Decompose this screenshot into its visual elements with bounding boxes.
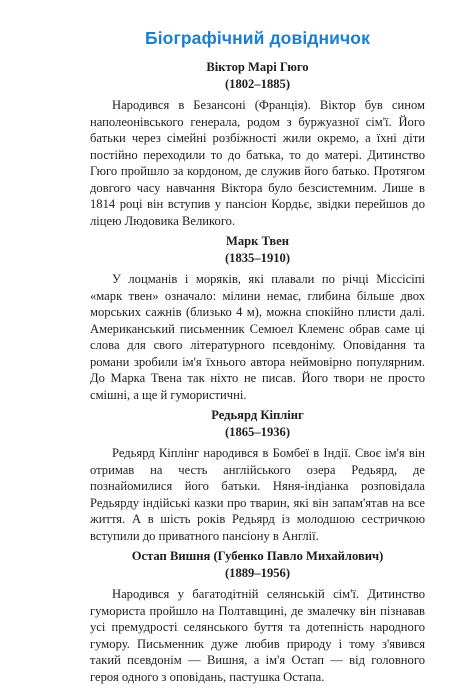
entry-years: (1865–1936) <box>224 425 291 439</box>
entry-text: Редьярд Кіплінг народився в Бомбеї в Індії. Своє ім'я він отримав на честь англійського озера Редьярд, де познайомилися його батьки. Няня-індіанка розповідала Редьярду індійські казки про тварин, які він запам'ятав на все життя. А в шість років Редьярд із молодшою сестричкою вступили до приватного пансіону в Англії. <box>90 446 425 543</box>
entry-name: Остап Вишня (Губенко Павло Михайлович) <box>131 549 384 563</box>
entry-years: (1802–1885) <box>224 77 291 91</box>
entry-name: Редьярд Кіплінг <box>211 408 304 422</box>
entry-hugo <box>90 59 425 229</box>
entry-name: Віктор Марі Гюго <box>206 60 309 74</box>
entry-twain <box>90 233 425 403</box>
entry-years: (1889–1956) <box>224 566 291 580</box>
entry-years: (1835–1910) <box>224 251 291 265</box>
entry-vyshnia <box>90 548 425 685</box>
page <box>90 28 425 689</box>
entry-text: Народився в Безансоні (Франція). Віктор був сином наполеонівського генерала, родом з буржуазної сім'ї. Його батьки через сімейні розбіжності жили окремо, а їхні діти постійно переходили то до батька, то до матері. Дитинство Гюго пройшло за кордоном, де служив його батько. Протягом довгого часу навчання Віктора було безсистемним. Лише в 1814 році він вступив у пансіон Кордьє, звідки перейшов до ліцею Людовика Великого. <box>90 98 425 228</box>
section-title: Біографічний довідничок <box>145 28 370 48</box>
entry-name: Марк Твен <box>225 234 289 248</box>
entry-kipling <box>90 407 425 544</box>
entry-text: У лоцманів і моряків, які плавали по річці Міссісіпі «марк твен» означало: мілини немає, глибина більше двох морських сажнів (близько 4 м), можна спокійно плисти далі. Американський письменник Семюел Клеменс обрав саме ці слова для свого літературного псевдоніму. Оповідання та романи зробили ім'я їхнього автора неймовірно популярним. До Марка Твена так ніхто не писав. Його твори не просто смішні, а ще й гумористичні. <box>90 272 425 402</box>
entry-text: Народився у багатодітній селянській сім'ї. Дитинство гумориста пройшло на Полтавщині, де змалечку він пізнавав усі премудрості селянського буття та дотепність народного гумору. Письменник дуже любив природу і тому з'явився такий псевдонім — Вишня, а ім'я Остап — від головного героя одного з оповідань, пастушка Остапа. <box>90 587 425 684</box>
